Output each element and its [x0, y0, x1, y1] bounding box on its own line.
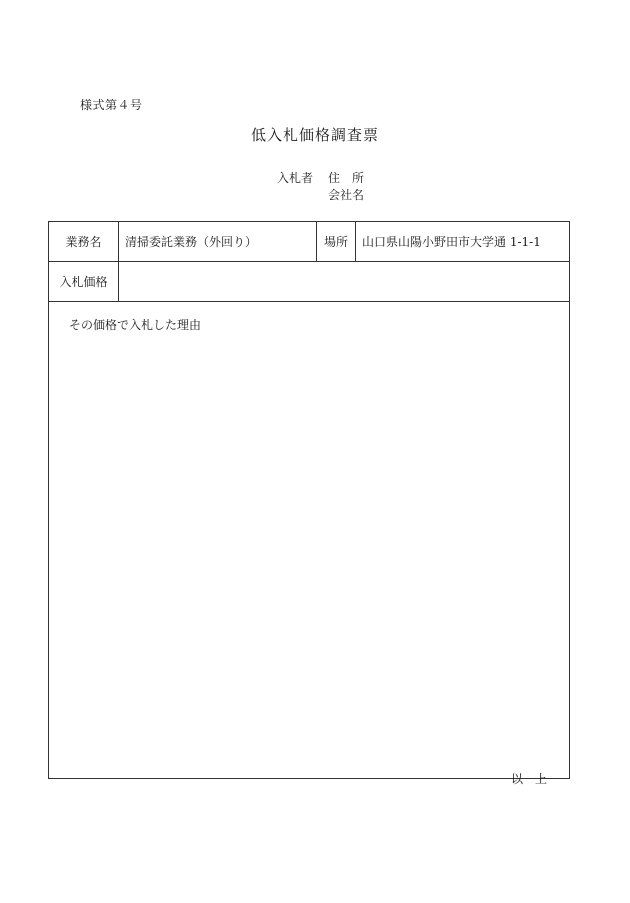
reason-field[interactable]	[49, 302, 570, 779]
company-label: 会社名	[328, 188, 365, 202]
address-label: 住 所	[328, 171, 365, 185]
form-number: 様式第４号	[80, 98, 143, 112]
bidder-address-row	[277, 170, 364, 187]
work-name-label: 業務名	[49, 222, 119, 262]
closing-text: 以 上	[511, 772, 548, 786]
reason-label: その価格で入札した理由	[69, 318, 202, 332]
bid-price-field[interactable]	[119, 262, 570, 302]
work-name-value: 清掃委託業務（外回り）	[119, 222, 317, 262]
bid-price-row	[49, 262, 570, 302]
bidder-label: 入札者	[277, 171, 314, 185]
work-row	[49, 222, 570, 262]
bidder-company-row	[277, 187, 364, 204]
document-title: 低入札価格調査票	[250, 126, 379, 144]
reason-row	[49, 302, 570, 779]
location-label: 場所	[317, 222, 356, 262]
survey-table	[48, 221, 570, 779]
bid-price-label: 入札価格	[49, 262, 119, 302]
bidder-block	[277, 170, 364, 204]
location-value: 山口県山陽小野田市大学通 1-1-1	[356, 222, 570, 262]
